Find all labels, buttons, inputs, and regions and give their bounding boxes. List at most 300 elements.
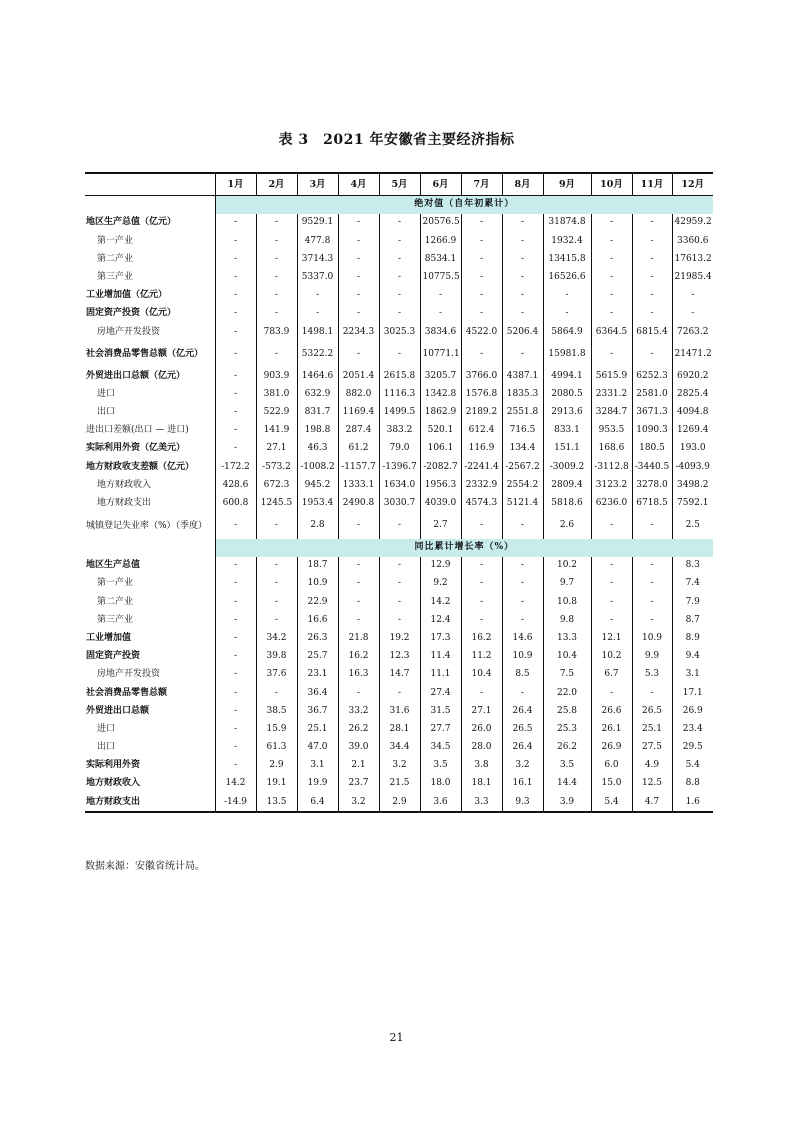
value-cell: - [461,593,502,611]
row-label: 第三产业 [97,271,134,282]
value-cell: 3.1 [672,666,713,684]
value-cell: 5.3 [632,666,672,684]
table-row [85,648,713,666]
value-cell: 1269.4 [672,422,713,440]
value-cell: 3714.3 [297,250,338,268]
value-cell: - [502,611,543,629]
value-cell: 10.4 [461,666,502,684]
row-label: 城镇登记失业率（%）（季度） [86,520,208,531]
value-cell: - [632,305,672,323]
value-cell: 23.7 [338,775,379,793]
value-cell: 1090.3 [632,422,672,440]
value-cell: 1835.3 [502,386,543,404]
value-cell: 6364.5 [591,323,632,341]
value-cell: 5.4 [591,793,632,812]
value-cell: 428.6 [215,476,256,494]
table-row [85,232,713,250]
value-cell: 2.8 [297,513,338,539]
value-cell: 6815.4 [632,323,672,341]
value-cell: 4994.1 [543,367,591,385]
section-blank-cell [85,539,215,557]
value-cell: 9529.1 [297,214,338,232]
value-cell: -2241.4 [461,458,502,476]
value-cell: 477.8 [297,232,338,250]
row-label: 地区生产总值（亿元） [86,217,177,228]
row-label: 第三产业 [97,614,134,625]
value-cell: 1.6 [672,793,713,812]
value-cell: -3009.2 [543,458,591,476]
value-cell: 19.9 [297,775,338,793]
value-cell: - [215,557,256,575]
value-cell: - [215,341,256,367]
value-cell: 17.1 [672,684,713,702]
value-cell: 2051.4 [338,367,379,385]
value-cell: 3.5 [543,757,591,775]
table-row [85,630,713,648]
value-cell: 3123.2 [591,476,632,494]
value-cell: 2331.2 [591,386,632,404]
value-cell: 14.7 [379,666,420,684]
value-cell: 25.3 [543,721,591,739]
value-cell: 1116.3 [379,386,420,404]
value-cell: 26.9 [672,702,713,720]
value-cell: 5337.0 [297,269,338,287]
row-label: 第一产业 [97,578,134,589]
value-cell: - [215,721,256,739]
value-cell: 3.1 [297,757,338,775]
table-row [85,386,713,404]
value-cell: - [256,269,297,287]
value-cell: 16.1 [502,775,543,793]
value-cell: - [338,557,379,575]
value-cell: - [591,684,632,702]
value-cell: - [672,305,713,323]
value-cell: 61.3 [256,739,297,757]
value-cell: - [632,684,672,702]
value-cell: - [379,684,420,702]
value-cell: 25.8 [543,702,591,720]
value-cell: - [591,575,632,593]
value-cell: 25.7 [297,648,338,666]
value-cell: 520.1 [420,422,461,440]
table-row [85,495,713,513]
value-cell: - [543,305,591,323]
value-cell: - [379,269,420,287]
value-cell: 5121.4 [502,495,543,513]
value-cell: 39.0 [338,739,379,757]
value-cell: - [502,287,543,305]
table-row [85,250,713,268]
value-cell: 3766.0 [461,367,502,385]
value-cell: 3671.3 [632,404,672,422]
value-cell: 903.9 [256,367,297,385]
value-cell: 34.4 [379,739,420,757]
value-cell: 2.9 [256,757,297,775]
value-cell: 10771.1 [420,341,461,367]
value-cell: 9.3 [502,793,543,812]
value-cell: 26.1 [591,721,632,739]
value-cell: 37.6 [256,666,297,684]
section-absolute-header [85,196,713,215]
value-cell: - [338,575,379,593]
value-cell: - [461,341,502,367]
value-cell: 14.4 [543,775,591,793]
row-label: 地区生产总值 [86,560,141,571]
value-cell: 3278.0 [632,476,672,494]
value-cell: 16526.6 [543,269,591,287]
value-cell: - [215,739,256,757]
value-cell: 5864.9 [543,323,591,341]
row-label: 房地产开发投资 [97,669,161,680]
value-cell: 16.2 [461,630,502,648]
value-cell: - [256,250,297,268]
month-header: 10月 [591,173,632,196]
table-row [85,341,713,367]
value-cell: 1266.9 [420,232,461,250]
row-label: 社会消费品零售总额 [86,687,168,698]
month-header: 8月 [502,173,543,196]
value-cell: 6.0 [591,757,632,775]
value-cell: - [632,287,672,305]
value-cell: 2809.4 [543,476,591,494]
value-cell: 34.5 [420,739,461,757]
value-cell: 12.5 [632,775,672,793]
value-cell: 106.1 [420,440,461,458]
value-cell: - [379,557,420,575]
value-cell: - [256,214,297,232]
value-cell: - [256,575,297,593]
value-cell: - [215,630,256,648]
value-cell: - [502,557,543,575]
value-cell: 10.9 [632,630,672,648]
value-cell: 4.9 [632,757,672,775]
table-row [85,305,713,323]
row-label: 地方财政支出 [85,793,215,812]
row-label: 房地产开发投资 [97,326,161,337]
table-row [85,476,713,494]
value-cell: - [632,341,672,367]
value-cell: 14.2 [420,593,461,611]
value-cell: 12.9 [420,557,461,575]
value-cell: 21.8 [338,630,379,648]
value-cell: - [215,513,256,539]
table-row [85,575,713,593]
value-cell: 10.4 [543,648,591,666]
value-cell: - [420,287,461,305]
section-blank-cell [85,196,215,215]
value-cell: 11.4 [420,648,461,666]
table-row [85,702,713,720]
month-header: 4月 [338,173,379,196]
value-cell: 10775.5 [420,269,461,287]
value-cell: 1245.5 [256,495,297,513]
value-cell: 5206.4 [502,323,543,341]
value-cell: -172.2 [215,458,256,476]
value-cell: 1499.5 [379,404,420,422]
value-cell: - [632,214,672,232]
value-cell: - [632,557,672,575]
value-cell: - [379,611,420,629]
value-cell: - [215,593,256,611]
value-cell: 9.4 [672,648,713,666]
month-header: 6月 [420,173,461,196]
value-cell: 945.2 [297,476,338,494]
value-cell: 6236.0 [591,495,632,513]
value-cell: 5.4 [672,757,713,775]
value-cell: 18.1 [461,775,502,793]
value-cell: - [338,513,379,539]
value-cell: 16.3 [338,666,379,684]
value-cell: 4574.3 [461,495,502,513]
month-header: 5月 [379,173,420,196]
value-cell: 12.1 [591,630,632,648]
value-cell: - [379,575,420,593]
month-header: 1月 [215,173,256,196]
value-cell: - [256,232,297,250]
value-cell: 27.1 [256,440,297,458]
value-cell: - [591,341,632,367]
value-cell: 34.2 [256,630,297,648]
value-cell: 5322.2 [297,341,338,367]
table-row [85,684,713,702]
table-row [85,287,713,305]
value-cell: 23.4 [672,721,713,739]
value-cell: 9.2 [420,575,461,593]
row-label: 外贸进出口总额（亿元） [86,370,186,381]
value-cell: 26.4 [502,702,543,720]
value-cell: 2234.3 [338,323,379,341]
value-cell: - [591,305,632,323]
value-cell: 15.0 [591,775,632,793]
table-title: 表 3 2021 年安徽省主要经济指标 [278,132,515,148]
value-cell: 522.9 [256,404,297,422]
value-cell: - [338,232,379,250]
value-cell: 3360.6 [672,232,713,250]
value-cell: 3.5 [420,757,461,775]
value-cell: 3498.2 [672,476,713,494]
value-cell: 27.5 [632,739,672,757]
row-label: 出口 [97,407,116,418]
value-cell: 9.9 [632,648,672,666]
value-cell: - [215,287,256,305]
value-cell: - [502,684,543,702]
row-label: 第一产业 [97,235,134,246]
value-cell: -14.9 [215,793,256,812]
economic-indicators-table [85,172,713,813]
row-label: 固定资产投资 [86,651,141,662]
value-cell: 1333.1 [338,476,379,494]
value-cell: 6718.5 [632,495,672,513]
value-cell: - [215,666,256,684]
value-cell: - [461,269,502,287]
value-cell: 2913.6 [543,404,591,422]
value-cell: 14.6 [502,630,543,648]
value-cell: 193.0 [672,440,713,458]
value-cell: 3.2 [338,793,379,812]
table-row [85,611,713,629]
value-cell: - [215,440,256,458]
value-cell: - [379,341,420,367]
value-cell: - [461,575,502,593]
value-cell: 198.8 [297,422,338,440]
value-cell: 11.2 [461,648,502,666]
value-cell: 10.2 [591,648,632,666]
value-cell: - [502,269,543,287]
row-label: 实际利用外资（亿美元） [86,443,186,454]
value-cell: 10.2 [543,557,591,575]
value-cell: - [632,269,672,287]
value-cell: - [338,305,379,323]
value-cell: - [338,287,379,305]
value-cell: 8.7 [672,611,713,629]
value-cell: 1932.4 [543,232,591,250]
value-cell: 26.4 [502,739,543,757]
value-cell: 27.7 [420,721,461,739]
value-cell: 3205.7 [420,367,461,385]
value-cell: 6.4 [297,793,338,812]
value-cell: - [215,648,256,666]
value-cell: - [379,214,420,232]
row-label: 社会消费品零售总额（亿元） [86,349,204,360]
value-cell: 26.5 [502,721,543,739]
value-cell: 10.9 [297,575,338,593]
value-cell: - [338,611,379,629]
value-cell: - [256,513,297,539]
row-label: 第二产业 [97,596,134,607]
value-cell: 21985.4 [672,269,713,287]
value-cell: 381.0 [256,386,297,404]
value-cell: 47.0 [297,739,338,757]
value-cell: - [379,593,420,611]
value-cell: 13.3 [543,630,591,648]
value-cell: 19.2 [379,630,420,648]
value-cell: 1576.8 [461,386,502,404]
value-cell: 1634.0 [379,476,420,494]
row-label: 进口 [97,388,116,399]
row-label: 工业增加值（亿元） [86,290,168,301]
value-cell: 16.6 [297,611,338,629]
value-cell: 882.0 [338,386,379,404]
value-cell: - [256,684,297,702]
value-cell: 2.9 [379,793,420,812]
value-cell: 7592.1 [672,495,713,513]
table-row [85,404,713,422]
value-cell: 10.8 [543,593,591,611]
value-cell: 15.9 [256,721,297,739]
value-cell: 3284.7 [591,404,632,422]
table-row [85,458,713,476]
value-cell: 833.1 [543,422,591,440]
value-cell: - [591,287,632,305]
value-cell: - [215,305,256,323]
value-cell: 14.2 [215,775,256,793]
value-cell: - [420,305,461,323]
value-cell: - [215,323,256,341]
table-row [85,593,713,611]
table-row [85,440,713,458]
value-cell: 2.1 [338,757,379,775]
value-cell: - [379,305,420,323]
value-cell: - [461,305,502,323]
value-cell: 8534.1 [420,250,461,268]
table-row [85,557,713,575]
value-cell: 36.7 [297,702,338,720]
value-cell: - [591,250,632,268]
table-row [85,793,713,812]
row-label: 第二产业 [97,253,134,264]
value-cell: 11.1 [420,666,461,684]
value-cell: -3440.5 [632,458,672,476]
table-row [85,739,713,757]
value-cell: 3.2 [502,757,543,775]
value-cell: - [461,611,502,629]
value-cell: - [461,513,502,539]
value-cell: 287.4 [338,422,379,440]
value-cell: 3.2 [379,757,420,775]
value-cell: 2.7 [420,513,461,539]
value-cell: 2615.8 [379,367,420,385]
value-cell: - [461,232,502,250]
value-cell: - [256,611,297,629]
value-cell: 7.5 [543,666,591,684]
value-cell: 600.8 [215,495,256,513]
value-cell: - [461,557,502,575]
value-cell: - [502,305,543,323]
value-cell: 5615.9 [591,367,632,385]
value-cell: - [338,341,379,367]
value-cell: - [297,305,338,323]
value-cell: 29.5 [672,739,713,757]
row-label: 地方财政收入 [97,479,152,490]
value-cell: 28.0 [461,739,502,757]
value-cell: - [215,575,256,593]
value-cell: - [591,214,632,232]
value-cell: 141.9 [256,422,297,440]
value-cell: - [215,232,256,250]
value-cell: 46.3 [297,440,338,458]
value-cell: 13.5 [256,793,297,812]
table-row [85,323,713,341]
month-header: 2月 [256,173,297,196]
value-cell: 716.5 [502,422,543,440]
value-cell: - [338,214,379,232]
value-cell: 26.9 [591,739,632,757]
value-cell: 25.1 [297,721,338,739]
value-cell: - [256,287,297,305]
value-cell: - [461,250,502,268]
value-cell: - [338,269,379,287]
value-cell: 632.9 [297,386,338,404]
value-cell: 22.9 [297,593,338,611]
value-cell: - [256,557,297,575]
value-cell: 27.4 [420,684,461,702]
value-cell: 9.7 [543,575,591,593]
value-cell: 61.2 [338,440,379,458]
value-cell: - [215,702,256,720]
value-cell: 17.3 [420,630,461,648]
value-cell: 1342.8 [420,386,461,404]
value-cell: 1953.4 [297,495,338,513]
value-cell: - [215,684,256,702]
value-cell: 383.2 [379,422,420,440]
value-cell: 168.6 [591,440,632,458]
value-cell: - [297,287,338,305]
value-cell: - [591,557,632,575]
value-cell: 2.6 [543,513,591,539]
row-label: 工业增加值 [86,632,132,643]
month-header-row [85,173,713,196]
section-growth-header [85,539,713,557]
